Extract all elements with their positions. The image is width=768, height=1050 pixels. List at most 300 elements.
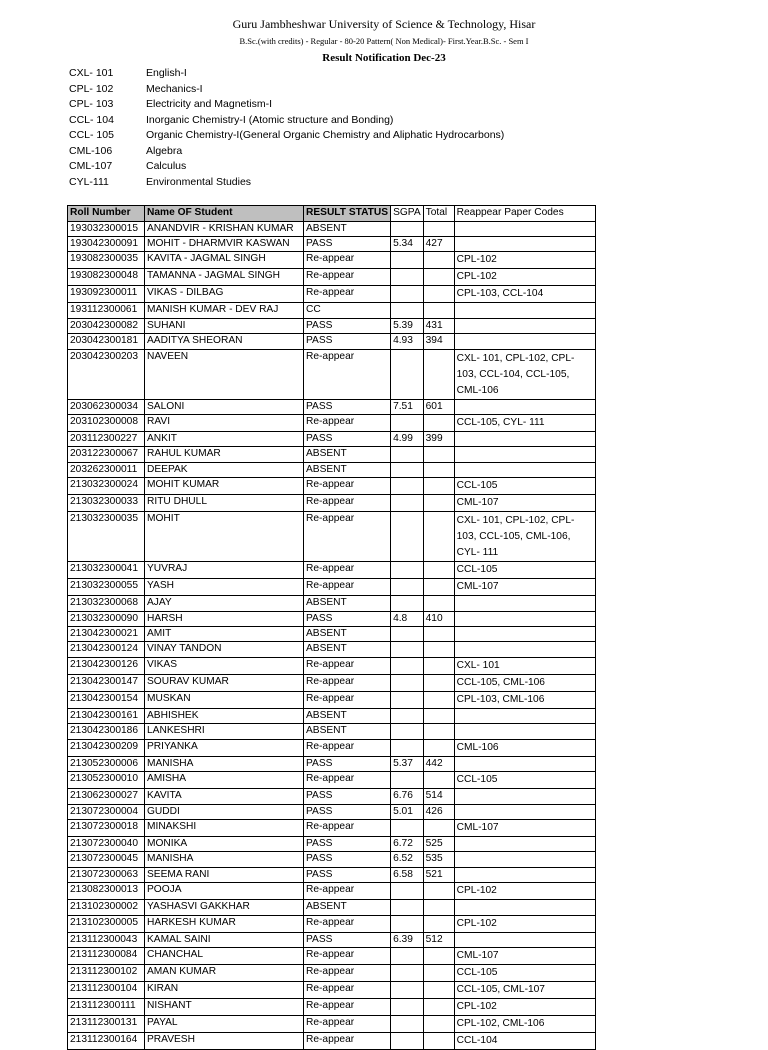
result-status-cell: PASS (304, 836, 391, 851)
result-status-cell: Re-appear (304, 739, 391, 756)
result-status-cell: Re-appear (304, 562, 391, 579)
student-name-cell: PRIYANKA (145, 739, 304, 756)
paper-code-list (69, 66, 504, 190)
total-cell (423, 478, 454, 495)
roll-number-cell: 193032300015 (68, 221, 145, 236)
reappear-codes-cell (454, 932, 595, 947)
total-cell (423, 303, 454, 318)
reappear-codes-cell (454, 237, 595, 252)
result-status-cell: PASS (304, 399, 391, 414)
table-row (68, 819, 596, 836)
reappear-codes-cell (454, 836, 595, 851)
result-status-cell: PASS (304, 804, 391, 819)
table-row (68, 495, 596, 512)
total-cell: 535 (423, 852, 454, 867)
total-cell (423, 252, 454, 269)
roll-number-cell: 213072300018 (68, 819, 145, 836)
reappear-codes-cell (454, 334, 595, 349)
student-name-cell: KIRAN (145, 981, 304, 998)
sgpa-cell (391, 303, 424, 318)
student-name-cell: MONIKA (145, 836, 304, 851)
reappear-codes-cell (454, 596, 595, 611)
sgpa-cell (391, 998, 424, 1015)
sgpa-cell: 5.34 (391, 237, 424, 252)
reappear-codes-cell: CPL-102 (454, 269, 595, 286)
table-row (68, 579, 596, 596)
reappear-codes-cell: CXL- 101 (454, 657, 595, 674)
reappear-codes-cell (454, 318, 595, 333)
roll-number-cell: 213102300002 (68, 900, 145, 915)
total-cell (423, 772, 454, 789)
table-row (68, 642, 596, 657)
table-row (68, 932, 596, 947)
sgpa-cell (391, 349, 424, 399)
sgpa-cell (391, 269, 424, 286)
roll-number-cell: 213052300010 (68, 772, 145, 789)
header-result-status: RESULT STATUS (304, 206, 391, 222)
sgpa-cell: 4.93 (391, 334, 424, 349)
sgpa-cell (391, 708, 424, 723)
roll-number-cell: 213112300164 (68, 1032, 145, 1049)
total-cell (423, 286, 454, 303)
reappear-codes-cell: CCL-105, CML-106 (454, 674, 595, 691)
result-status-cell: Re-appear (304, 691, 391, 708)
result-status-cell: ABSENT (304, 447, 391, 462)
student-name-cell: DEEPAK (145, 462, 304, 477)
result-table (67, 205, 596, 1050)
table-row (68, 478, 596, 495)
student-name-cell: NISHANT (145, 998, 304, 1015)
sgpa-cell (391, 221, 424, 236)
paper-list-item (69, 97, 504, 113)
table-row (68, 286, 596, 303)
reappear-codes-cell: CPL-102 (454, 252, 595, 269)
student-name-cell: RAVI (145, 415, 304, 432)
total-cell: 431 (423, 318, 454, 333)
student-name-cell: MANISH KUMAR - DEV RAJ (145, 303, 304, 318)
course-title: B.Sc.(with credits) - Regular - 80-20 Pattern( Non Medical)- First.Year.B.Sc. - Sem I (239, 36, 529, 46)
paper-list-item (69, 113, 504, 129)
reappear-codes-cell (454, 303, 595, 318)
student-name-cell: PAYAL (145, 1015, 304, 1032)
roll-number-cell: 213052300006 (68, 756, 145, 771)
result-status-cell: Re-appear (304, 415, 391, 432)
student-name-cell: ABHISHEK (145, 708, 304, 723)
student-name-cell: YASHASVI GAKKHAR (145, 900, 304, 915)
total-cell (423, 964, 454, 981)
reappear-codes-cell: CML-107 (454, 579, 595, 596)
roll-number-cell: 213032300068 (68, 596, 145, 611)
sgpa-cell (391, 883, 424, 900)
roll-number-cell: 213042300147 (68, 674, 145, 691)
roll-number-cell: 213042300161 (68, 708, 145, 723)
result-status-cell: Re-appear (304, 674, 391, 691)
roll-number-cell: 193042300091 (68, 237, 145, 252)
sgpa-cell (391, 286, 424, 303)
total-cell: 521 (423, 867, 454, 882)
total-cell (423, 269, 454, 286)
table-row (68, 772, 596, 789)
total-cell: 426 (423, 804, 454, 819)
total-cell: 512 (423, 932, 454, 947)
student-name-cell: MOHIT KUMAR (145, 478, 304, 495)
roll-number-cell: 203112300227 (68, 432, 145, 447)
table-row (68, 691, 596, 708)
sgpa-cell (391, 1032, 424, 1049)
sgpa-cell: 4.99 (391, 432, 424, 447)
sgpa-cell (391, 596, 424, 611)
roll-number-cell: 203262300011 (68, 462, 145, 477)
student-name-cell: TAMANNA - JAGMAL SINGH (145, 269, 304, 286)
result-status-cell: PASS (304, 932, 391, 947)
roll-number-cell: 213032300033 (68, 495, 145, 512)
reappear-codes-cell: CML-107 (454, 947, 595, 964)
table-row (68, 657, 596, 674)
reappear-codes-cell: CCL-105 (454, 562, 595, 579)
table-row (68, 221, 596, 236)
reappear-codes-cell (454, 399, 595, 414)
sgpa-cell (391, 657, 424, 674)
result-status-cell: Re-appear (304, 349, 391, 399)
header-reappear-codes: Reappear Paper Codes (454, 206, 595, 222)
result-status-cell: Re-appear (304, 915, 391, 932)
roll-number-cell: 193092300011 (68, 286, 145, 303)
paper-name: Algebra (146, 144, 183, 157)
sgpa-cell: 5.37 (391, 756, 424, 771)
table-row (68, 627, 596, 642)
reappear-codes-cell (454, 724, 595, 739)
result-status-cell: Re-appear (304, 883, 391, 900)
total-cell: 427 (423, 237, 454, 252)
roll-number-cell: 213102300005 (68, 915, 145, 932)
reappear-codes-cell: CPL-102, CML-106 (454, 1015, 595, 1032)
total-cell: 601 (423, 399, 454, 414)
student-name-cell: NAVEEN (145, 349, 304, 399)
total-cell (423, 657, 454, 674)
total-cell: 442 (423, 756, 454, 771)
reappear-codes-cell (454, 432, 595, 447)
roll-number-cell: 213072300045 (68, 852, 145, 867)
roll-number-cell: 203122300067 (68, 447, 145, 462)
result-status-cell: PASS (304, 432, 391, 447)
sgpa-cell: 6.39 (391, 932, 424, 947)
student-name-cell: VIKAS - DILBAG (145, 286, 304, 303)
result-status-cell: ABSENT (304, 642, 391, 657)
student-name-cell: CHANCHAL (145, 947, 304, 964)
roll-number-cell: 213072300004 (68, 804, 145, 819)
header-roll-number: Roll Number (68, 206, 145, 222)
table-row (68, 432, 596, 447)
student-name-cell: HARSH (145, 611, 304, 626)
roll-number-cell: 213112300043 (68, 932, 145, 947)
result-status-cell: CC (304, 303, 391, 318)
table-row (68, 852, 596, 867)
roll-number-cell: 203062300034 (68, 399, 145, 414)
student-name-cell: MOHIT (145, 512, 304, 562)
table-row (68, 867, 596, 882)
sgpa-cell (391, 947, 424, 964)
total-cell (423, 221, 454, 236)
reappear-codes-cell: CPL-102 (454, 915, 595, 932)
reappear-codes-cell (454, 867, 595, 882)
reappear-codes-cell: CCL-105 (454, 478, 595, 495)
reappear-codes-cell: CPL-103, CCL-104 (454, 286, 595, 303)
table-row (68, 756, 596, 771)
table-row (68, 596, 596, 611)
sgpa-cell (391, 252, 424, 269)
result-status-cell: PASS (304, 756, 391, 771)
table-row (68, 462, 596, 477)
result-status-cell: Re-appear (304, 947, 391, 964)
sgpa-cell (391, 512, 424, 562)
result-status-cell: ABSENT (304, 708, 391, 723)
total-cell: 394 (423, 334, 454, 349)
total-cell (423, 596, 454, 611)
total-cell (423, 947, 454, 964)
student-name-cell: HARKESH KUMAR (145, 915, 304, 932)
result-status-cell: PASS (304, 318, 391, 333)
result-status-cell: PASS (304, 334, 391, 349)
total-cell (423, 415, 454, 432)
result-status-cell: PASS (304, 867, 391, 882)
student-name-cell: ANKIT (145, 432, 304, 447)
result-status-cell: Re-appear (304, 495, 391, 512)
roll-number-cell: 193082300048 (68, 269, 145, 286)
result-status-cell: PASS (304, 852, 391, 867)
sgpa-cell (391, 415, 424, 432)
roll-number-cell: 213032300041 (68, 562, 145, 579)
roll-number-cell: 213072300063 (68, 867, 145, 882)
roll-number-cell: 213042300209 (68, 739, 145, 756)
result-status-cell: Re-appear (304, 657, 391, 674)
result-status-cell: ABSENT (304, 900, 391, 915)
table-row (68, 1032, 596, 1049)
table-row (68, 237, 596, 252)
roll-number-cell: 213112300104 (68, 981, 145, 998)
total-cell (423, 998, 454, 1015)
student-name-cell: MUSKAN (145, 691, 304, 708)
total-cell (423, 579, 454, 596)
student-name-cell: ANANDVIR - KRISHAN KUMAR (145, 221, 304, 236)
total-cell (423, 900, 454, 915)
total-cell (423, 495, 454, 512)
table-row (68, 447, 596, 462)
reappear-codes-cell (454, 447, 595, 462)
table-row (68, 611, 596, 626)
table-row (68, 674, 596, 691)
table-row (68, 998, 596, 1015)
total-cell (423, 674, 454, 691)
table-row (68, 399, 596, 414)
result-status-cell: Re-appear (304, 1015, 391, 1032)
sgpa-cell (391, 964, 424, 981)
result-status-cell: Re-appear (304, 964, 391, 981)
student-name-cell: VINAY TANDON (145, 642, 304, 657)
paper-list-item (69, 128, 504, 144)
student-name-cell: SUHANI (145, 318, 304, 333)
table-header-row (68, 206, 596, 222)
total-cell (423, 708, 454, 723)
roll-number-cell: 193082300035 (68, 252, 145, 269)
table-row (68, 804, 596, 819)
header-name: Name OF Student (145, 206, 304, 222)
roll-number-cell: 213042300186 (68, 724, 145, 739)
paper-code: CML-107 (69, 160, 113, 172)
reappear-codes-cell: CXL- 101, CPL-102, CPL-103, CCL-105, CML-106, CYL- 111 (454, 512, 595, 562)
student-name-cell: GUDDI (145, 804, 304, 819)
roll-number-cell: 213032300055 (68, 579, 145, 596)
paper-name: Calculus (146, 160, 187, 172)
sgpa-cell (391, 739, 424, 756)
roll-number-cell: 203102300008 (68, 415, 145, 432)
notification-title: Result Notification Dec-23 (322, 52, 446, 64)
sgpa-cell (391, 915, 424, 932)
result-status-cell: ABSENT (304, 724, 391, 739)
roll-number-cell: 213112300102 (68, 964, 145, 981)
student-name-cell: MINAKSHI (145, 819, 304, 836)
paper-list-item (69, 159, 504, 175)
result-status-cell: Re-appear (304, 772, 391, 789)
roll-number-cell: 203042300203 (68, 349, 145, 399)
student-name-cell: KAMAL SAINI (145, 932, 304, 947)
sgpa-cell (391, 627, 424, 642)
reappear-codes-cell (454, 852, 595, 867)
total-cell (423, 915, 454, 932)
reappear-codes-cell: CML-106 (454, 739, 595, 756)
student-name-cell: AMAN KUMAR (145, 964, 304, 981)
reappear-codes-cell: CCL-105 (454, 772, 595, 789)
student-name-cell: MANISHA (145, 756, 304, 771)
reappear-codes-cell: CCL-104 (454, 1032, 595, 1049)
table-row (68, 252, 596, 269)
result-status-cell: Re-appear (304, 478, 391, 495)
student-name-cell: RITU DHULL (145, 495, 304, 512)
sgpa-cell (391, 447, 424, 462)
student-name-cell: AADITYA SHEORAN (145, 334, 304, 349)
reappear-codes-cell: CCL-105 (454, 964, 595, 981)
table-row (68, 349, 596, 399)
reappear-codes-cell (454, 611, 595, 626)
roll-number-cell: 213042300154 (68, 691, 145, 708)
roll-number-cell: 213042300126 (68, 657, 145, 674)
student-name-cell: VIKAS (145, 657, 304, 674)
table-row (68, 739, 596, 756)
paper-code: CCL- 104 (69, 113, 114, 126)
reappear-codes-cell: CPL-103, CML-106 (454, 691, 595, 708)
reappear-codes-cell: CCL-105, CML-107 (454, 981, 595, 998)
total-cell (423, 883, 454, 900)
result-status-cell: PASS (304, 611, 391, 626)
total-cell (423, 627, 454, 642)
reappear-codes-cell: CML-107 (454, 495, 595, 512)
paper-code: CPL- 103 (69, 98, 114, 110)
table-row (68, 915, 596, 932)
student-name-cell: AMIT (145, 627, 304, 642)
table-row (68, 964, 596, 981)
paper-code: CPL- 102 (69, 82, 114, 95)
total-cell (423, 724, 454, 739)
paper-list-item (69, 175, 504, 191)
result-status-cell: PASS (304, 789, 391, 804)
header-sgpa: SGPA (391, 206, 424, 222)
total-cell (423, 691, 454, 708)
roll-number-cell: 213112300111 (68, 998, 145, 1015)
result-status-cell: PASS (304, 237, 391, 252)
result-status-cell: ABSENT (304, 596, 391, 611)
student-name-cell: AJAY (145, 596, 304, 611)
total-cell (423, 1032, 454, 1049)
result-status-cell: Re-appear (304, 579, 391, 596)
total-cell (423, 447, 454, 462)
table-row (68, 708, 596, 723)
sgpa-cell: 4.8 (391, 611, 424, 626)
table-row (68, 269, 596, 286)
reappear-codes-cell: CML-107 (454, 819, 595, 836)
paper-code: CML-106 (69, 144, 113, 157)
result-status-cell: ABSENT (304, 627, 391, 642)
table-row (68, 303, 596, 318)
total-cell: 399 (423, 432, 454, 447)
result-status-cell: Re-appear (304, 998, 391, 1015)
sgpa-cell (391, 724, 424, 739)
table-row (68, 512, 596, 562)
total-cell (423, 512, 454, 562)
table-row (68, 789, 596, 804)
sgpa-cell: 5.01 (391, 804, 424, 819)
roll-number-cell: 213042300021 (68, 627, 145, 642)
reappear-codes-cell: CCL-105, CYL- 111 (454, 415, 595, 432)
sgpa-cell (391, 819, 424, 836)
reappear-codes-cell (454, 756, 595, 771)
sgpa-cell (391, 772, 424, 789)
reappear-codes-cell (454, 221, 595, 236)
sgpa-cell (391, 691, 424, 708)
sgpa-cell (391, 462, 424, 477)
student-name-cell: PRAVESH (145, 1032, 304, 1049)
total-cell (423, 562, 454, 579)
total-cell (423, 349, 454, 399)
sgpa-cell (391, 495, 424, 512)
roll-number-cell: 213082300013 (68, 883, 145, 900)
reappear-codes-cell: CPL-102 (454, 883, 595, 900)
result-status-cell: Re-appear (304, 512, 391, 562)
sgpa-cell (391, 562, 424, 579)
roll-number-cell: 213032300035 (68, 512, 145, 562)
total-cell: 525 (423, 836, 454, 851)
paper-code: CCL- 105 (69, 129, 114, 141)
sgpa-cell: 5.39 (391, 318, 424, 333)
reappear-codes-cell (454, 804, 595, 819)
roll-number-cell: 213112300084 (68, 947, 145, 964)
reappear-codes-cell (454, 900, 595, 915)
table-row (68, 562, 596, 579)
sgpa-cell: 6.52 (391, 852, 424, 867)
result-status-cell: ABSENT (304, 221, 391, 236)
paper-name: Inorganic Chemistry-I (Atomic structure and Bonding) (146, 113, 394, 126)
student-name-cell: YASH (145, 579, 304, 596)
total-cell (423, 819, 454, 836)
reappear-codes-cell (454, 627, 595, 642)
total-cell (423, 462, 454, 477)
student-name-cell: SALONI (145, 399, 304, 414)
paper-list-item (69, 66, 504, 82)
roll-number-cell: 213032300024 (68, 478, 145, 495)
reappear-codes-cell: CPL-102 (454, 998, 595, 1015)
sgpa-cell (391, 642, 424, 657)
roll-number-cell: 213072300040 (68, 836, 145, 851)
table-row (68, 318, 596, 333)
table-row (68, 900, 596, 915)
